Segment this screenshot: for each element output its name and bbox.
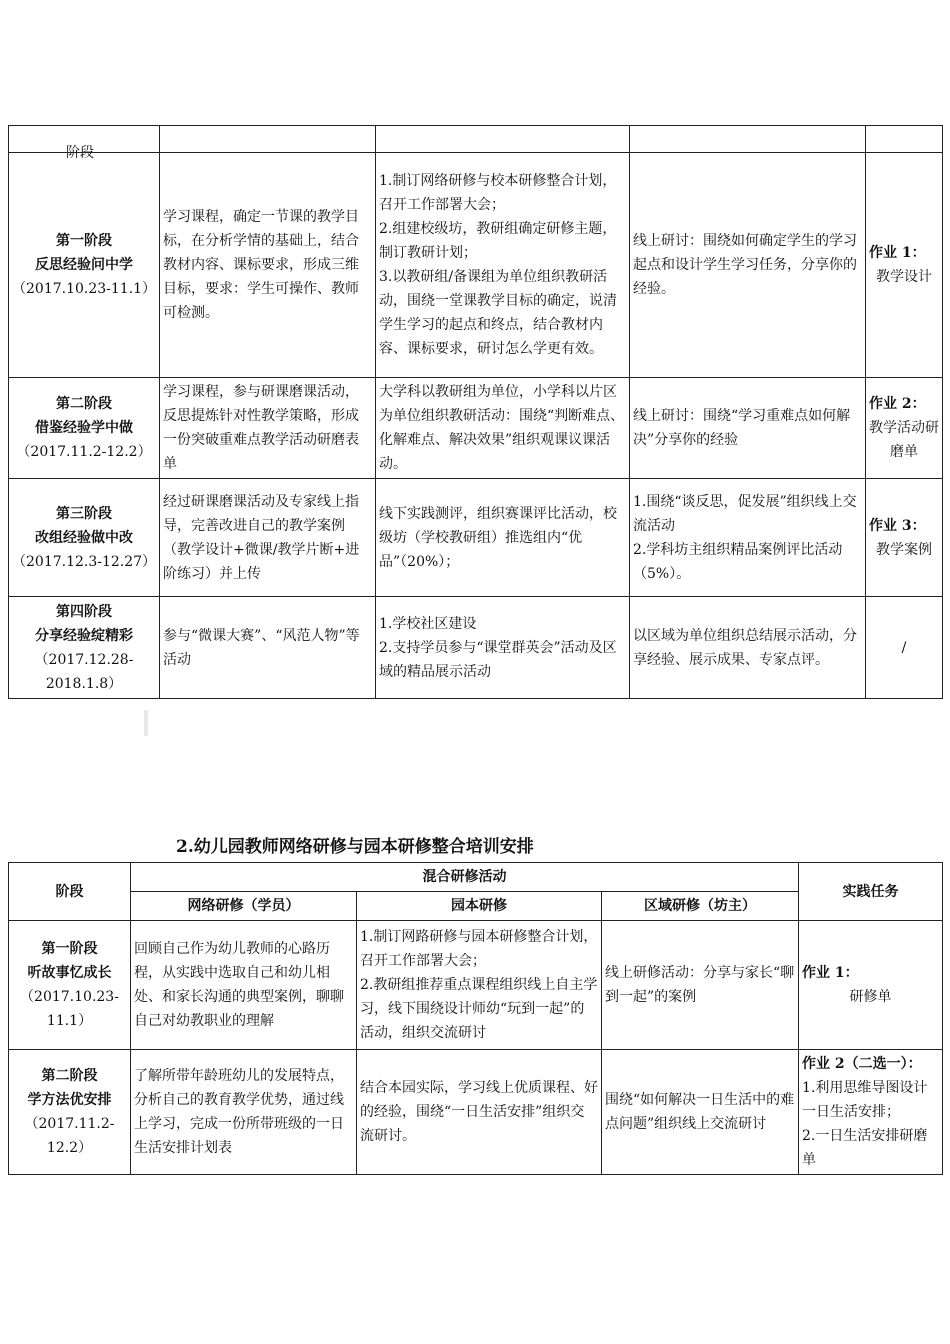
header-stage: 阶段: [9, 863, 131, 921]
table2-header-row: [9, 863, 943, 892]
stage-plan-table-2: [8, 862, 943, 1175]
task-cell: [866, 153, 943, 378]
stage-plan-table-1: [8, 125, 943, 699]
header-online: 网络研修（学员）: [131, 892, 357, 921]
task-value: /: [901, 639, 907, 656]
task-cell: [866, 479, 943, 597]
task-value: 教学设计: [876, 269, 932, 285]
task-label: 作业 3：: [869, 517, 926, 534]
garden-cell: 1.制订网路研修与园本研修整合计划，召开工作部署大会； 2.教研组推荐重点课程组织线上自主学习，线下围绕设计师幼“玩到一起”的活动，组织交流研讨: [357, 921, 602, 1050]
region-cell: 线上研讨：围绕“学习重难点如何解决”分享你的经验: [630, 378, 866, 479]
stage-date: （2017.12.3-12.27）: [12, 553, 157, 570]
online-cell: 学习课程，参与研课磨课活动，反思提炼针对性教学策略，形成一份突破重难点教学活动研磨表单: [160, 378, 376, 479]
stage-title: 听故事忆成长: [27, 965, 112, 981]
task-label: 作业 1：: [802, 965, 859, 981]
stage-title: 改组经验做中改: [35, 529, 133, 546]
task-value: 教学活动研磨单: [869, 420, 939, 460]
region-cell: 线上研讨：围绕如何确定学生的学习起点和设计学生学习任务，分享你的经验。: [630, 153, 866, 378]
stage-cell: [9, 597, 160, 699]
task-cell: [799, 1050, 943, 1175]
online-cell: 了解所带年龄班幼儿的发展特点，分析自己的教育教学优势，通过线上学习，完成一份所带班级的一日生活安排计划表: [131, 1050, 357, 1175]
region-cell: 1.围绕“谈反思，促发展”组织线上交流活动 2.学科坊主组织精品案例评比活动（5%）。: [630, 479, 866, 597]
stage-date: （2017.10.23-11.1）: [20, 989, 119, 1029]
stage-name: 第四阶段: [56, 603, 112, 620]
stage-name: 第二阶段: [41, 1068, 98, 1084]
stage-date: （2017.12.28-2018.1.8）: [34, 651, 134, 692]
task-label: 作业 1：: [869, 245, 926, 261]
scan-mark: [144, 710, 148, 736]
task-label: 作业 2：: [869, 396, 926, 412]
stage-cell: [9, 1050, 131, 1175]
online-cell: 经过研课磨课活动及专家线上指导，完善改进自己的教学案例（教学设计+微课/教学片断+进阶练习）并上传: [160, 479, 376, 597]
task-value: 1.利用思维导图设计一日生活安排； 2.一日生活安排研磨单: [802, 1080, 928, 1168]
header-task: 实践任务: [799, 863, 943, 921]
table-row: [9, 921, 943, 1050]
table-row: [9, 597, 943, 699]
task-cell: [799, 921, 943, 1050]
stage-title: 分享经验绽精彩: [35, 627, 133, 644]
table1-header-cell: [160, 126, 376, 153]
region-cell: 以区域为单位组织总结展示活动，分享经验、展示成果、专家点评。: [630, 597, 866, 699]
table1-header-stage: 阶段: [66, 145, 94, 161]
garden-cell: 结合本园实际，学习线上优质课程、好的经验，围绕“一日生活安排”组织交流研讨。: [357, 1050, 602, 1175]
school-cell: 1.制订网络研修与校本研修整合计划，召开工作部署大会； 2.组建校级坊，教研组确定研修主题，制订教研计划； 3.以教研组/备课组为单位组织教研活动，围绕一堂课教学目标的确定，说清学生学习的起点和终点，结合教材内容、课标要求，研讨怎么学更有效。: [376, 153, 630, 378]
task-value: 研修单: [849, 989, 892, 1005]
header-region: 区域研修（坊主）: [602, 892, 799, 921]
stage-cell: [9, 479, 160, 597]
stage-name: 第二阶段: [56, 396, 112, 412]
task-value: 教学案例: [876, 541, 932, 558]
table-row: [9, 378, 943, 479]
stage-title: 反思经验问中学: [35, 257, 133, 273]
stage-name: 第一阶段: [56, 233, 112, 249]
header-garden: 园本研修: [357, 892, 602, 921]
school-cell: 大学科以教研组为单位，小学科以片区为单位组织教研活动：围绕“判断难点、化解难点、解决效果”组织观课议课活动。: [376, 378, 630, 479]
table1-header-row: [9, 126, 943, 153]
online-cell: 回顾自己作为幼儿教师的心路历程，从实践中选取自己和幼儿相处、和家长沟通的典型案例，聊聊自己对幼教职业的理解: [131, 921, 357, 1050]
stage-cell: [9, 378, 160, 479]
online-cell: 参与“微课大赛”、“风范人物”等活动: [160, 597, 376, 699]
school-cell: 线下实践测评，组织赛课评比活动，校级坊（学校教研组）推选组内“优品”（20%）；: [376, 479, 630, 597]
table1-header-cell: [9, 126, 160, 153]
section-title: 2.幼儿园教师网络研修与园本研修整合培训安排: [176, 837, 534, 857]
table-row: [9, 1050, 943, 1175]
stage-date: （2017.11.2-12.2）: [24, 1116, 115, 1156]
stage-name: 第三阶段: [56, 505, 112, 522]
stage-cell: [9, 921, 131, 1050]
online-cell: 学习课程，确定一节课的教学目标，在分析学情的基础上，结合教材内容、课标要求，形成三维目标，要求：学生可操作、教师可检测。: [160, 153, 376, 378]
table1-header-cell: [866, 126, 943, 153]
table-row: [9, 479, 943, 597]
task-label: 作业 2（二选一）：: [802, 1056, 922, 1072]
stage-date: （2017.10.23-11.1）: [12, 281, 157, 297]
stage-cell: [9, 153, 160, 378]
task-cell: [866, 378, 943, 479]
table-row: [9, 153, 943, 378]
table1-header-cell: [376, 126, 630, 153]
stage-title: 借鉴经验学中做: [35, 420, 133, 436]
region-cell: 线上研修活动：分享与家长“聊到一起”的案例: [602, 921, 799, 1050]
stage-title: 学方法优安排: [27, 1092, 112, 1108]
table1-header-cell: [630, 126, 866, 153]
school-cell: 1.学校社区建设 2.支持学员参与“课堂群英会”活动及区域的精品展示活动: [376, 597, 630, 699]
stage-date: （2017.11.2-12.2）: [16, 444, 152, 460]
region-cell: 围绕“如何解决一日生活中的难点问题”组织线上交流研讨: [602, 1050, 799, 1175]
task-cell: [866, 597, 943, 699]
header-mixed: 混合研修活动: [131, 863, 799, 892]
stage-name: 第一阶段: [41, 941, 98, 957]
